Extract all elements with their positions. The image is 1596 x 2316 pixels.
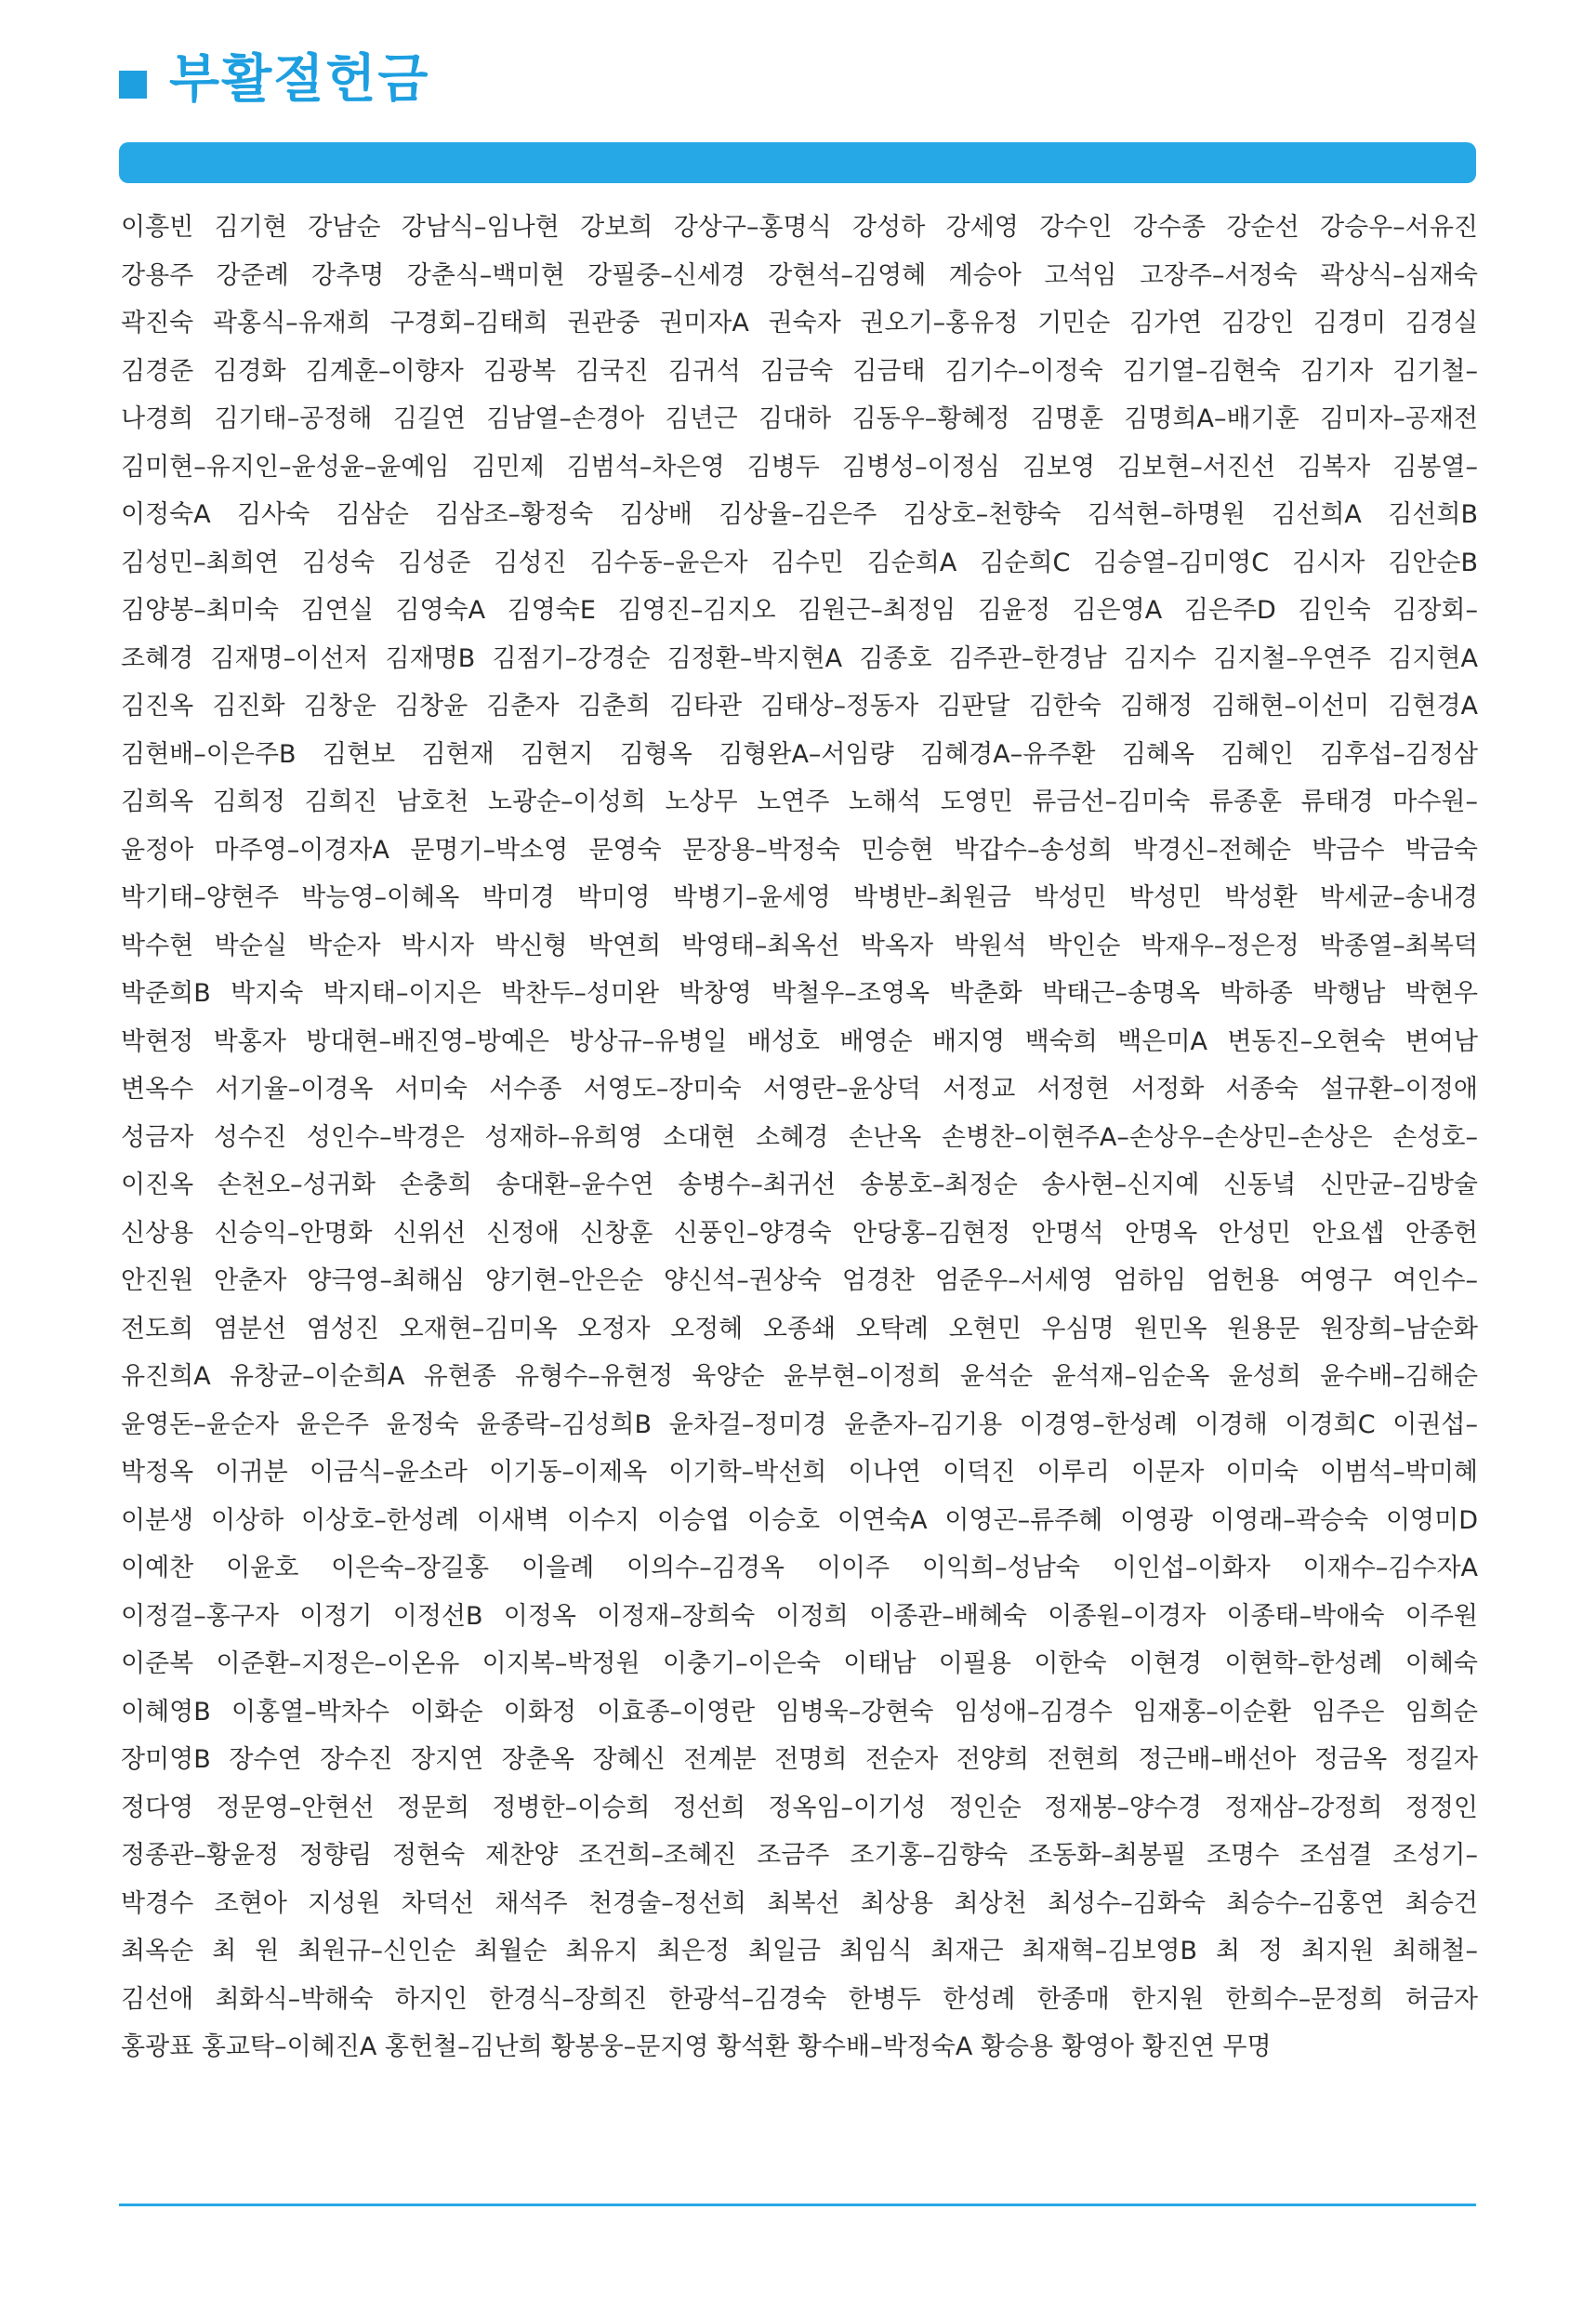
name-line: 유진희A 유창균–이순희A 유현종 유형수–유현정 육양순 윤부현–이정희 윤석순 윤석재–임순옥 윤성희 윤수배–김해순 (121, 1362, 1478, 1391)
name-line: 김희옥 김희정 김희진 남호천 노광순–이성희 노상무 노연주 노해석 도영민 류금선–김미숙 류종훈 류태경 마수원– (121, 787, 1478, 816)
name-line: 홍광표 홍교탁–이혜진A 홍헌철–김난희 황봉웅–문지영 황석환 황수배–박정숙A 황승용 황영아 황진연 무명 (121, 2032, 1272, 2061)
name-line: 김미현–유지인–윤성윤–윤예임 김민제 김범석–차은영 김병두 김병성–이정심 김보영 김보현–서진선 김복자 김봉열– (121, 452, 1478, 482)
name-line: 김진옥 김진화 김창운 김창윤 김춘자 김춘희 김타관 김태상–정동자 김판달 김한숙 김해정 김해현–이선미 김현경A (121, 692, 1478, 721)
name-line: 신상용 신승익–안명화 신위선 신정애 신창훈 신풍인–양경숙 안당홍–김현정 안명석 안명옥 안성민 안요셉 안종헌 (121, 1218, 1478, 1248)
name-line: 윤영돈–윤순자 윤은주 윤정숙 윤종락–김성희B 윤차걸–정미경 윤춘자–김기용 이경영–한성례 이경해 이경희C 이권섭– (121, 1409, 1478, 1439)
name-line: 박정옥 이귀분 이금식–윤소라 이기동–이제옥 이기학–박선희 이나연 이덕진 이루리 이문자 이미숙 이범석–박미혜 (121, 1458, 1478, 1487)
name-line: 박현정 박홍자 방대현–배진영–방예은 방상규–유병일 배성호 배영순 배지영 백숙희 백은미A 변동진–오현숙 변여남 (121, 1026, 1478, 1056)
name-line: 정다영 정문영–안현선 정문희 정병한–이승희 정선희 정옥임–이기성 정인순 정재봉–양수경 정재삼–강정희 정정인 (121, 1793, 1478, 1822)
name-line: 이예찬 이윤호 이은숙–장길홍 이을례 이의수–김경옥 이이주 이익희–성남숙 이인섭–이화자 이재수–김수자A (121, 1554, 1478, 1582)
header-bar (119, 142, 1476, 183)
donor-name-list (121, 209, 1478, 2077)
name-line: 이정숙A 김사숙 김삼순 김삼조–황정숙 김상배 김상율–김은주 김상호–천향숙 김석현–하명원 김선희A 김선희B (121, 500, 1478, 529)
name-line: 이혜영B 이홍열–박차수 이화순 이화정 이효종–이영란 임병욱–강현숙 임성애–김경수 임재홍–이순환 임주은 임희순 (121, 1697, 1478, 1727)
name-line: 안진원 안춘자 양극영–최해심 양기현–안은순 양신석–권상숙 엄경찬 엄준우–서세영 엄하임 엄헌용 여영구 여인수– (121, 1266, 1478, 1295)
name-line: 변옥수 서기율–이경옥 서미숙 서수종 서영도–장미숙 서영란–윤상덕 서정교 서정현 서정화 서종숙 설규환–이정애 (121, 1075, 1478, 1104)
name-line: 김현배–이은주B 김현보 김현재 김현지 김형옥 김형완A–서임량 김혜경A–유주환 김혜옥 김혜인 김후섭–김정삼 (121, 739, 1478, 769)
name-line: 이정걸–홍구자 이정기 이정선B 이정옥 이정재–장희숙 이정희 이종관–배혜숙 이종원–이경자 이종태–박애숙 이주원 (121, 1601, 1478, 1631)
name-line: 강용주 강준례 강추명 강춘식–백미현 강필중–신세경 강현석–김영혜 계승아 고석임 고장주–서정숙 곽상식–심재숙 (121, 260, 1478, 290)
name-line: 이흥빈 김기현 강남순 강남식–임나현 강보희 강상구–홍명식 강성하 강세영 강수인 강수종 강순선 강승우–서유진 (121, 213, 1478, 242)
name-line: 박수현 박순실 박순자 박시자 박신형 박연희 박영태–최옥선 박옥자 박원석 박인순 박재우–정은정 박종열–최복덕 (121, 931, 1478, 960)
bottom-divider (119, 2204, 1476, 2206)
square-bullet-icon (119, 71, 147, 99)
name-line: 나경희 김기태–공정해 김길연 김남열–손경아 김년근 김대하 김동우–황혜정 김명훈 김명희A–배기훈 김미자–공재전 (121, 404, 1478, 433)
name-line: 박경수 조현아 지성원 차덕선 채석주 천경술–정선희 최복선 최상용 최상천 최성수–김화숙 최승수–김홍연 최승건 (121, 1888, 1478, 1918)
name-line: 김선애 최화식–박해숙 하지인 한경식–장희진 한광석–김경숙 한병두 한성례 한종매 한지원 한희수–문정희 허금자 (121, 1984, 1478, 2014)
name-line: 정종관–황윤정 정향림 정현숙 제찬양 조건희–조혜진 조금주 조기홍–김향숙 조동화–최봉필 조명수 조섬결 조성기– (121, 1841, 1478, 1870)
name-line: 김성민–최희연 김성숙 김성준 김성진 김수동–윤은자 김수민 김순희A 김순희C 김승열–김미영C 김시자 김안순B (121, 548, 1478, 577)
name-line: 김경준 김경화 김계훈–이향자 김광복 김국진 김귀석 김금숙 김금태 김기수–이정숙 김기열–김현숙 김기자 김기철– (121, 356, 1478, 386)
name-line: 박기태–양현주 박능영–이혜옥 박미경 박미영 박병기–윤세영 박병반–최원금 박성민 박성민 박성환 박세균–송내경 (121, 883, 1478, 912)
name-line: 박준희B 박지숙 박지태–이지은 박찬두–성미완 박창영 박철우–조영옥 박춘화 박태근–송명옥 박하종 박행남 박현우 (121, 979, 1478, 1008)
name-line: 장미영B 장수연 장수진 장지연 장춘옥 장혜신 전계분 전명희 전순자 전양희 전현희 정근배–배선아 정금옥 정길자 (121, 1745, 1478, 1774)
name-line: 김양봉–최미숙 김연실 김영숙A 김영숙E 김영진–김지오 김원근–최정임 김윤정 김은영A 김은주D 김인숙 김장회– (121, 596, 1478, 625)
name-line: 이진옥 손천오–성귀화 손충희 송대환–윤수연 송병수–최귀선 송봉호–최정순 송사현–신지예 신동녘 신만균–김방술 (121, 1171, 1478, 1199)
section-header (119, 49, 430, 110)
name-line: 이분생 이상하 이상호–한성례 이새벽 이수지 이승엽 이승호 이연숙A 이영곤–류주혜 이영광 이영래–곽승숙 이영미D (121, 1505, 1478, 1535)
name-line: 윤정아 마주영–이경자A 문명기–박소영 문영숙 문장용–박정숙 민승현 박갑수–송성희 박경신–전혜순 박금수 박금숙 (121, 835, 1478, 865)
name-line: 곽진숙 곽홍식–유재희 구경회–김태희 권관중 권미자A 권숙자 권오기–홍유정 기민순 김가연 김강인 김경미 김경실 (121, 309, 1478, 337)
name-line: 조혜경 김재명–이선저 김재명B 김점기–강경순 김정환–박지현A 김종호 김주관–한경남 김지수 김지철–우연주 김지현A (121, 643, 1478, 673)
name-line: 최옥순 최 원 최원규–신인순 최월순 최유지 최은정 최일금 최임식 최재근 최재혁–김보영B 최 정 최지원 최해철– (121, 1937, 1478, 1965)
name-line: 성금자 성수진 성인수–박경은 성재하–유희영 소대현 소혜경 손난옥 손병찬–이현주A–손상우–손상민–손상은 손성호– (121, 1122, 1478, 1152)
page-title: 부활절헌금 (169, 49, 430, 110)
name-line: 이준복 이준환–지정은–이온유 이지복–박정원 이충기–이은숙 이태남 이필용 이한숙 이현경 이현학–한성례 이혜숙 (121, 1649, 1478, 1678)
name-line: 전도희 염분선 염성진 오재현–김미옥 오정자 오정혜 오종쇄 오탁례 오현민 우심명 원민옥 원용문 원장희–남순화 (121, 1314, 1478, 1343)
